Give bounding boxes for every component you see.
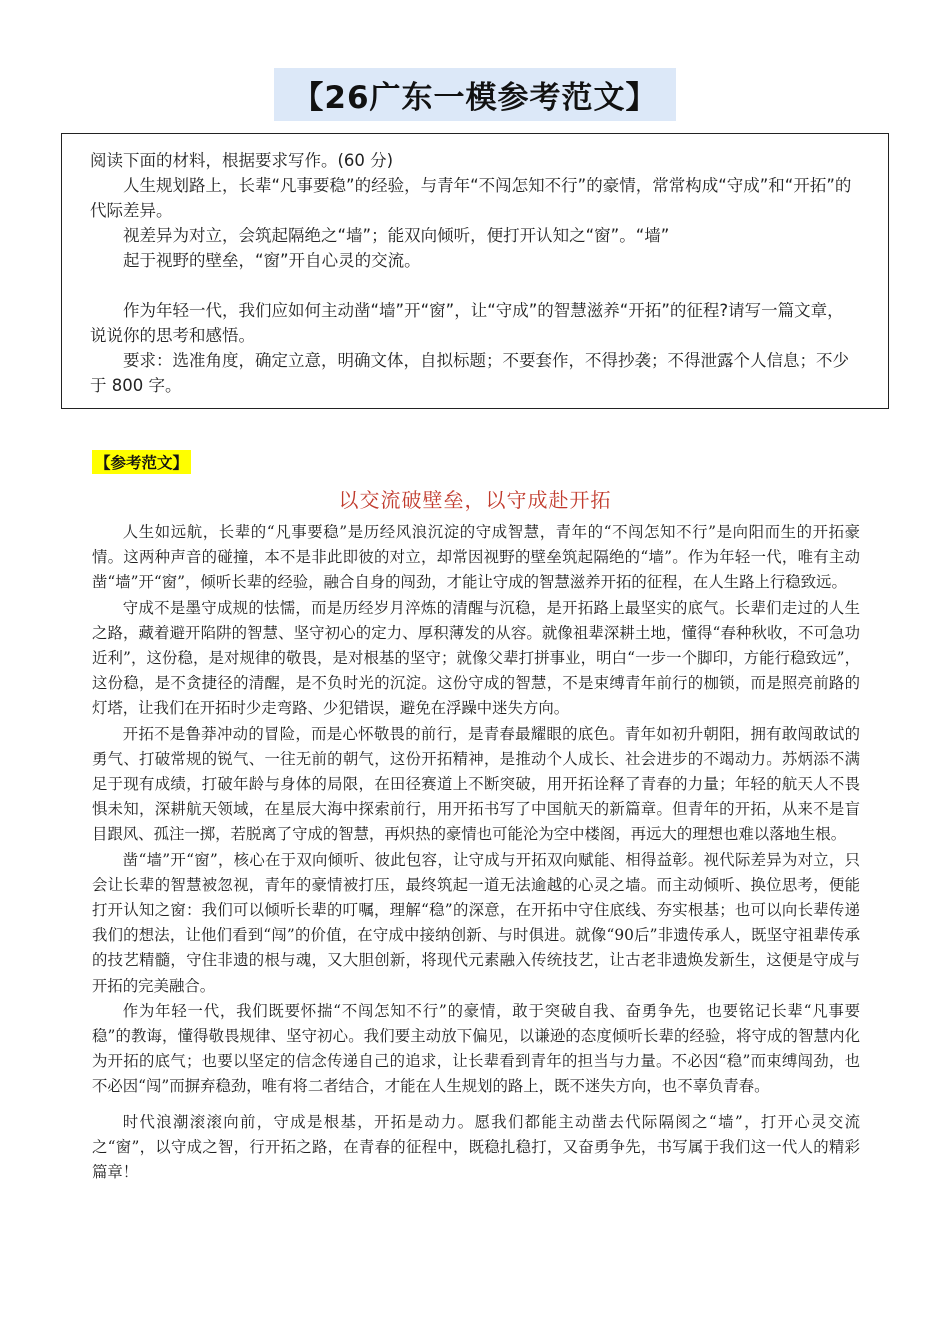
essay-paragraph: 作为年轻一代，我们既要怀揣“不闯怎知不行”的豪情，敢于突破自我、奋勇争先，也要铭记长辈“凡事要稳”的教诲，懂得敬畏规律、坚守初心。我们要主动放下偏见，以谦逊的态度倾听长辈的经验，将守成的智慧内化为开拓的底气；也要以坚定的信念传递自己的追求，让长辈看到青年的担当与力量。不必因“稳”而束缚闯劲，也不必因“闯”而摒弃稳劲，唯有将二者结合，才能在人生规划的路上，既不迷失方向，也不辜负青春。 [92, 1001, 860, 1096]
prompt-gap [90, 273, 860, 298]
prompt-material-2: 视差异为对立，会筑起隔绝之“墙”；能双向倾听，便打开认知之“窗”。“墙” [123, 226, 670, 245]
essay-body [92, 520, 860, 1185]
essay-title: 以交流破壁垒，以守成赴开拓 [338, 488, 612, 512]
essay-paragraph: 人生如远航，长辈的“凡事要稳”是历经风浪沉淀的守成智慧，青年的“不闯怎知不行”是向阳而生的开拓豪情。这两种声音的碰撞，本不是非此即彼的对立，却常因视野的壁垒筑起隔绝的“墙”。作为年轻一代，唯有主动凿“墙”开“窗”，倾听长辈的经验，融合自身的闯劲，才能让守成的智慧滋养开拓的征程，在人生路上行稳致远。 [92, 523, 860, 592]
essay-paragraph: 凿“墙”开“窗”，核心在于双向倾听、彼此包容，让守成与开拓双向赋能、相得益彰。视代际差异为对立，只会让长辈的智慧被忽视，青年的豪情被打压，最终筑起一道无法逾越的心灵之墙。而主动倾听、换位思考，便能打开认知之窗：我们可以倾听长辈的叮嘱，理解“稳”的深意，在开拓中守住底线、夯实根基；也可以向长辈传递我们的想法，让他们看到“闯”的价值，在守成中接纳创新、与时俱进。就像“90后”非遗传承人，既坚守祖辈传承的技艺精髓，守住非遗的根与魂，又大胆创新，将现代元素融入传统技艺，让古老非遗焕发新生，这便是守成与开拓的完美融合。 [92, 850, 860, 995]
prompt-material-3: 起于视野的壁垒，“窗”开自心灵的交流。 [123, 251, 421, 270]
prompt-intro: 阅读下面的材料，根据要求写作。(60 分) [90, 151, 394, 170]
prompt-material-1: 人生规划路上，长辈“凡事要稳”的经验，与青年“不闯怎知不行”的豪情，常常构成“守成”和“开拓”的代际差异。 [90, 176, 852, 220]
essay-paragraph: 守成不是墨守成规的怯懦，而是历经岁月淬炼的清醒与沉稳，是开拓路上最坚实的底气。长辈们走过的人生之路，藏着避开陷阱的智慧、坚守初心的定力、厚积薄发的从容。就像祖辈深耕土地，懂得“春种秋收，不可急功近利”，这份稳，是对规律的敬畏，是对根基的坚守；就像父辈打拼事业，明白“一步一个脚印，方能行稳致远”，这份稳，是不贪捷径的清醒，是不负时光的沉淀。这份守成的智慧，不是束缚青年前行的枷锁，而是照亮前路的灯塔，让我们在开拓时少走弯路、少犯错误，避免在浮躁中迷失方向。 [92, 598, 860, 718]
essay-paragraph: 开拓不是鲁莽冲动的冒险，而是心怀敬畏的前行，是青春最耀眼的底色。青年如初升朝阳，拥有敢闯敢试的勇气、打破常规的锐气、一往无前的朝气，这份开拓精神，是推动个人成长、社会进步的不竭动力。苏炳添不满足于现有成绩，打破年龄与身体的局限，在田径赛道上不断突破，用开拓诠释了青春的力量；年轻的航天人不畏惧未知，深耕航天领域，在星辰大海中探索前行，用开拓书写了中国航天的新篇章。但青年的开拓，从来不是盲目跟风、孤注一掷，若脱离了守成的智慧，再炽热的豪情也可能沦为空中楼阁，再远大的理想也难以落地生根。 [92, 724, 860, 844]
page-title [0, 68, 950, 121]
page-title-text: 【26广东一模参考范文】 [274, 68, 675, 121]
essay-paragraph: 时代浪潮滚滚向前，守成是根基，开拓是动力。愿我们都能主动凿去代际隔阂之“墙”，打开心灵交流之“窗”，以守成之智，行开拓之路，在青春的征程中，既稳扎稳打，又奋勇争先，书写属于我们这一代人的精彩篇章！ [92, 1112, 860, 1182]
prompt-task: 作为年轻一代，我们应如何主动凿“墙”开“窗”，让“守成”的智慧滋养“开拓”的征程?请写一篇文章，说说你的思考和感悟。 [90, 301, 844, 345]
reference-tag: 【参考范文】 [92, 450, 191, 474]
prompt-box [61, 133, 889, 409]
prompt-requirements: 要求：选准角度，确定立意，明确文体，自拟标题；不要套作，不得抄袭；不得泄露个人信息；不少于 800 字。 [90, 351, 849, 395]
